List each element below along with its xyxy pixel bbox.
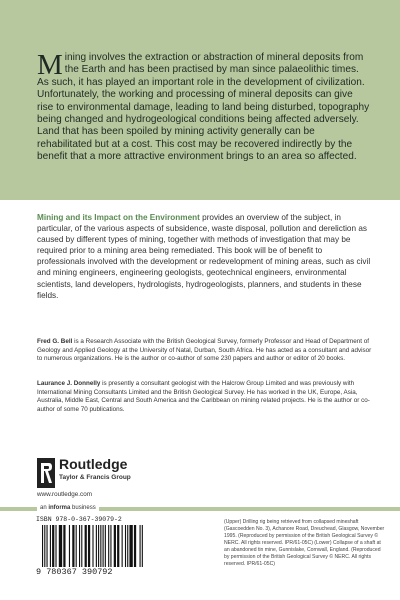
barcode-bar bbox=[110, 525, 111, 567]
publisher-url[interactable]: www.routledge.com bbox=[37, 491, 92, 498]
barcode bbox=[42, 525, 144, 567]
intro-text: ining involves the extraction or abstraction of mineral deposits from the Earth and has been practised by man since palaeolithic times. As such, it has played an important role in the development of civilization. Unfortunately, the working and processing of mineral deposits can give rise to environmental damage, leading to land being disturbed, topography being changed and hydrogeological conditions being affected adversely. Land that has been spoiled by mining activity generally can be rehabilitated but at a cost. This cost may be recovered indirectly by the benefit that a more attractive environment brings to an area so affected. bbox=[37, 52, 370, 163]
barcode-bar bbox=[96, 525, 97, 567]
barcode-bar bbox=[134, 525, 136, 567]
barcode-bar bbox=[129, 525, 132, 567]
author-bio-donnelly bbox=[37, 380, 372, 414]
author-bio-bell bbox=[37, 338, 372, 364]
barcode-bar bbox=[100, 525, 101, 567]
cover-image-credits: (Upper) Drilling rig being retrieved from collapsed mineshaft (Gascoedden No. 3), Achanore Road, Dreuchead, Glasgow, November 1995. (Reproduced by permission of the British Geological Survey © NERC. All rights reserved. IPR/61-05C) (Lower) Collapse of a shaft at an abandoned tin mine, Gunnislake, Cornwall, England. (Reproduced by permission of the British Geological Survey © NERC. All rights reserved. IPR/61-05C) bbox=[224, 519, 385, 567]
barcode-bar bbox=[85, 525, 87, 567]
barcode-bar bbox=[114, 525, 116, 567]
author-bio-text: is a Research Associate with the British Geological Survey, formerly Professor and Head of Department of Geology and Applied Geology at the University of Natal, Durban, South Africa. He has acted as a consultant and advisor to numerous organizations. He is the author or co-author of some 230 papers and author or editor of 20 books. bbox=[37, 338, 372, 363]
barcode-bar bbox=[117, 525, 119, 567]
barcode-bar bbox=[42, 525, 43, 567]
barcode-bar bbox=[46, 525, 47, 567]
author-name: Fred G. Bell bbox=[37, 338, 73, 345]
informa-name: informa bbox=[48, 505, 71, 511]
barcode-bar bbox=[103, 525, 104, 567]
barcode-bar bbox=[44, 525, 45, 567]
barcode-bar bbox=[76, 525, 77, 567]
book-title: Mining and its Impact on the Environment bbox=[37, 213, 200, 222]
publisher-name: Routledge bbox=[59, 456, 128, 472]
informa-suffix: business bbox=[70, 505, 96, 511]
barcode-bar bbox=[127, 525, 128, 567]
informa-business-tag bbox=[37, 502, 99, 514]
barcode-bar bbox=[108, 525, 109, 567]
isbn-label: ISBN 978-0-367-39079-2 bbox=[36, 516, 122, 523]
drop-cap: M bbox=[37, 49, 63, 81]
barcode-bar bbox=[142, 525, 143, 567]
author-name: Laurance J. Donnelly bbox=[37, 380, 101, 387]
book-blurb bbox=[37, 212, 372, 301]
publisher-group: Taylor & Francis Group bbox=[59, 474, 131, 481]
blurb-text: provides an overview of the subject, in particular, of the various aspects of subsidence, waste disposal, pollution and dereliction as caused by different types of mining, together with methods of investigation that may be required prior to a mining area being remediated. This book will be of benefit to professionals involved with the development or redevelopment of mining areas, such as civil and mining engineers, engineering geologists, geotechnical engineers, environmental scientists, land developers, hydrologists, hydrogeologists, planners, and students in these fields. bbox=[37, 213, 371, 300]
author-bio-text: is presently a consultant geologist with the Halcrow Group Limited and was previously with International Mining Consultants Limited and the British Geological Survey. He has worked in the UK, Europe, Asia, Australia, Middle East, Central and South America and the Caribbean on mining related projects. He is the author or co-author of some 70 publications. bbox=[37, 380, 370, 413]
barcode-bar bbox=[88, 525, 90, 567]
barcode-bar bbox=[81, 525, 82, 567]
barcode-bar bbox=[52, 525, 54, 567]
barcode-bar bbox=[63, 525, 65, 567]
barcode-bar bbox=[122, 525, 123, 567]
barcode-bar bbox=[140, 525, 141, 567]
barcode-area bbox=[36, 516, 146, 578]
barcode-bar bbox=[50, 525, 51, 567]
intro-panel bbox=[0, 0, 400, 200]
barcode-bar bbox=[79, 525, 80, 567]
barcode-bar bbox=[105, 525, 106, 567]
barcode-bar bbox=[69, 525, 70, 567]
informa-prefix: an bbox=[40, 505, 49, 511]
barcode-bar bbox=[55, 525, 56, 567]
barcode-bar bbox=[125, 525, 126, 567]
routledge-logo-icon bbox=[37, 458, 55, 488]
barcode-bar bbox=[59, 525, 62, 567]
intro-paragraph bbox=[37, 49, 371, 164]
barcode-bar bbox=[98, 525, 99, 567]
ean-digits: 9 780367 390792 bbox=[36, 567, 113, 577]
barcode-bar bbox=[92, 525, 93, 567]
barcode-bar bbox=[72, 525, 74, 567]
